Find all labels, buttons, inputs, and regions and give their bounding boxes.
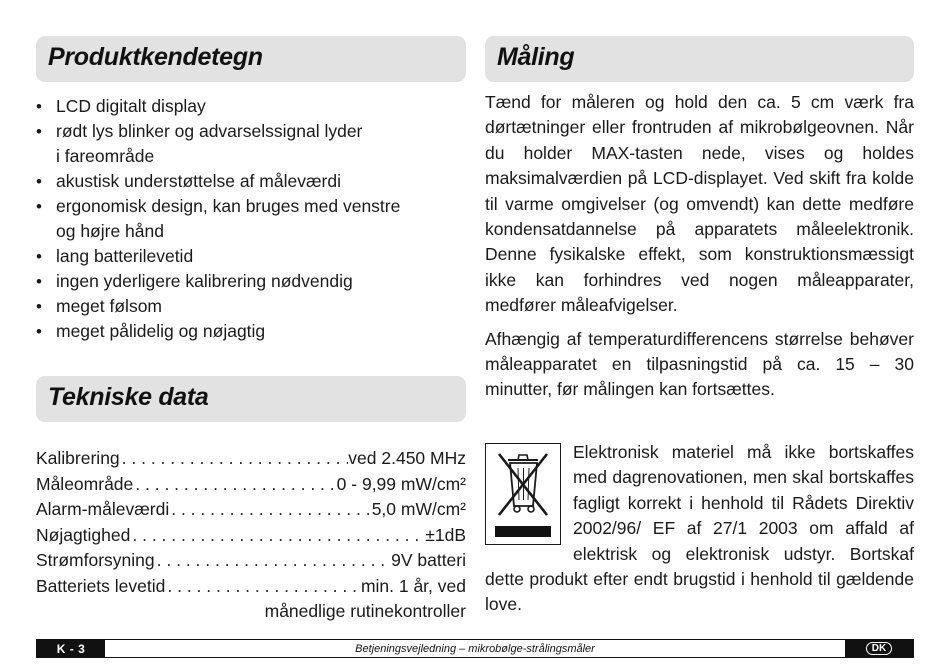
features-list [36, 94, 466, 344]
features-list-item: • rødt lys blinker og advarselssignal lyder i fareområde [36, 119, 466, 169]
features-list-item: • meget pålidelig og nøjagtig [36, 319, 466, 344]
features-heading: Produktkendetegn [36, 36, 466, 82]
crossed-out-wheelie-bin-icon [485, 443, 561, 545]
features-list-item: • akustisk understøttelse af måleværdi [36, 169, 466, 194]
spec-value: ved 2.450 MHz [348, 448, 466, 468]
features-list-item: • lang batterilevetid [36, 244, 466, 269]
spec-value: min. 1 år, ved [360, 575, 466, 596]
features-list-item: • meget følsom [36, 294, 466, 319]
spec-label: Kalibrering [36, 448, 120, 468]
spec-label: Alarm-måleværdi [36, 499, 170, 519]
spec-value: 9V batteri [391, 550, 466, 570]
language-cap [845, 640, 913, 657]
spec-label: Måleområde [36, 473, 134, 494]
measurement-heading: Måling [485, 36, 914, 82]
spec-list [36, 446, 466, 625]
spec-row-battery-life [36, 574, 466, 600]
spec-label: Batteriets levetid [36, 575, 166, 596]
disposal-text: Elektronisk materiel må ikke bortskaffes med dagrenovationen, men skal bortskaffes fagligt korrekt i henhold til Rådets Direktiv 2002/96/ EF af 27/1 2003 om affald af elektrisk og elektronisk udstyr. Bortskaf dette produkt efter endt brugstid i henhold til gældende love. [485, 441, 914, 615]
features-list-item: • ingen yderligere kalibrering nødvendig [36, 269, 466, 294]
dot-leader [120, 446, 349, 472]
dot-leader [133, 472, 336, 498]
spec-value: ±1dB [425, 524, 466, 545]
spec-battery-continuation: månedlige rutinekontroller [264, 601, 466, 621]
spec-row-power [36, 548, 466, 574]
measurement-paragraph-1: Tænd for måleren og hold den ca. 5 cm værk fra dørtætninger eller frontruden af mikrobølgeovnen. Når du holder MAX-tasten nede, vises og holdes maksimalværdien på LCD-displayet. Ved skift fra kolde til varme omgivelser (og omvendt) kan dette medføre kondensatdannelse på apparatets måleelektronik. Denne fysikalske effekt, som konstruktionsmæssigt ikke kan forhindres ved nogen måleapparater, medfører måleafvigelser. [485, 92, 914, 316]
left-column [36, 36, 466, 625]
features-list-item: • ergonomisk design, kan bruges med venstre og højre hånd [36, 194, 466, 244]
features-list-item: • LCD digitalt display [36, 94, 466, 119]
spec-row-alarm [36, 497, 466, 523]
dot-leader [165, 574, 361, 600]
spec-label: Strømforsyning [36, 550, 155, 570]
right-column [485, 36, 914, 618]
spec-value: 5,0 mW/cm² [371, 499, 466, 519]
disposal-notice [485, 440, 914, 618]
spec-row-accuracy [36, 523, 466, 549]
page-number: K - 3 [37, 640, 105, 657]
dot-leader [169, 497, 371, 523]
dot-leader [155, 548, 391, 574]
spec-value: 0 - 9,99 mW/cm² [336, 473, 466, 494]
spec-label: Nøjagtighed [36, 524, 131, 545]
page-footer [36, 639, 914, 658]
spec-row-calibration [36, 446, 466, 472]
measurement-paragraph-2: Afhængig af temperaturdifferencens størrelse behøver måleapparatet en tilpasningstid på ca. 15 – 30 minutter, før målingen kan fortsættes. [485, 328, 914, 400]
dot-leader [130, 523, 425, 549]
spec-row-range [36, 472, 466, 498]
technical-heading: Tekniske data [36, 376, 466, 422]
footer-title: Betjeningsvejledning – mikrobølge-strålingsmåler [355, 642, 595, 655]
language-badge: DK [866, 642, 892, 655]
